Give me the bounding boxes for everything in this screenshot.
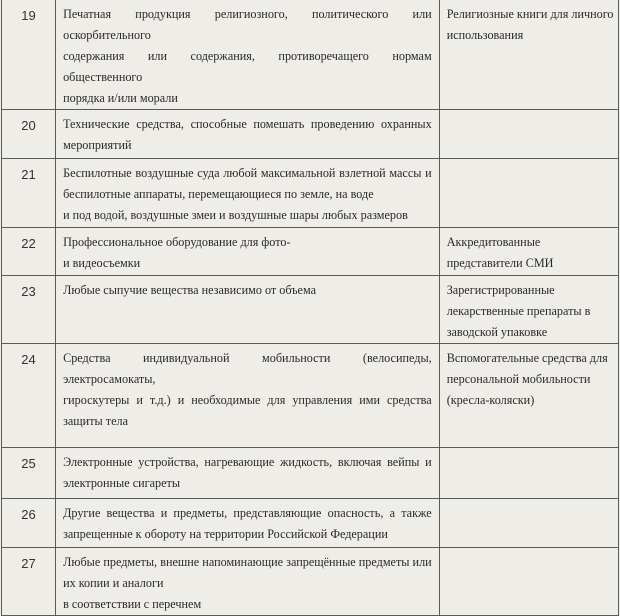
item-description [56,276,440,344]
text-line: Любые предметы, внешне напоминающие запрещённые предметы или [63,555,432,569]
text-line: и под водой, воздушные змеи и воздушные шары любых размеров [63,208,408,222]
item-exception [439,228,618,276]
row-number: 27 [2,548,56,616]
item-exception [439,499,618,548]
text-line: гироскутеры и т.д.) и необходимые для управления ими средства [63,393,432,407]
table-row [2,228,619,276]
row-number: 24 [2,344,56,448]
text-line: порядка и/или морали [63,91,178,105]
item-description [56,499,440,548]
text-line: заводской упаковке [446,325,548,339]
table-row [2,448,619,499]
row-number: 23 [2,276,56,344]
item-exception [439,0,618,110]
row-number: 22 [2,228,56,276]
text-line: Печатная продукция религиозного, политического или оскорбительного [63,7,432,42]
item-description [56,110,440,159]
text-line: Другие вещества и предметы, представляющие опасность, а также [63,506,432,520]
text-line: беспилотные аппараты, перемещающиеся по земле, на воде [63,187,374,201]
text-line: Аккредитованные [446,235,541,249]
text-line: запрещенные к обороту на территории Российской Федерации [63,527,388,541]
table-row [2,110,619,159]
text-line: Технические средства, способные помешать проведению охранных [63,117,432,131]
row-number: 20 [2,110,56,159]
item-description [56,0,440,110]
text-line: содержания или содержания, противоречащего нормам общественного [63,49,432,84]
table-row [2,499,619,548]
text-line: их копии и аналоги [63,576,164,590]
table-row [2,548,619,616]
text-line: Беспилотные воздушные суда любой максимальной взлетной массы и [63,166,432,180]
item-exception [439,344,618,448]
table-row [2,276,619,344]
item-description [56,548,440,616]
row-number: 26 [2,499,56,548]
text-line: Религиозные книги для личного [446,7,614,21]
row-number: 21 [2,159,56,228]
text-line: использования [446,28,524,42]
table-row [2,344,619,448]
text-line: Зарегистрированные [446,283,555,297]
text-line: в соответствии с перечнем [63,597,202,611]
item-exception [439,159,618,228]
text-line: и видеосъемки [63,256,141,270]
text-line: Электронные устройства, нагревающие жидкость, включая вейпы и [63,455,432,469]
text-line: Профессиональное оборудование для фото- [63,235,291,249]
text-line: персональной мобильности [446,372,591,386]
item-description [56,448,440,499]
item-description [56,159,440,228]
row-number: 19 [2,0,56,110]
prohibited-items-table [1,0,619,616]
text-line: защиты тела [63,414,128,428]
text-line: Вспомогательные средства для [446,351,608,365]
text-line: (кресла-коляски) [446,393,535,407]
text-line: Средства индивидуальной мобильности (велосипеды, электросамокаты, [63,351,432,386]
table-row [2,159,619,228]
row-number: 25 [2,448,56,499]
item-exception [439,548,618,616]
item-exception [439,110,618,159]
item-description [56,344,440,448]
text-line: Любые сыпучие вещества независимо от объема [63,283,317,297]
text-line: представители СМИ [446,256,554,270]
item-exception [439,448,618,499]
text-line: мероприятий [63,138,132,152]
item-exception [439,276,618,344]
text-line: электронные сигареты [63,476,181,490]
text-line: лекарственные препараты в [446,304,591,318]
table-row [2,0,619,110]
item-description [56,228,440,276]
